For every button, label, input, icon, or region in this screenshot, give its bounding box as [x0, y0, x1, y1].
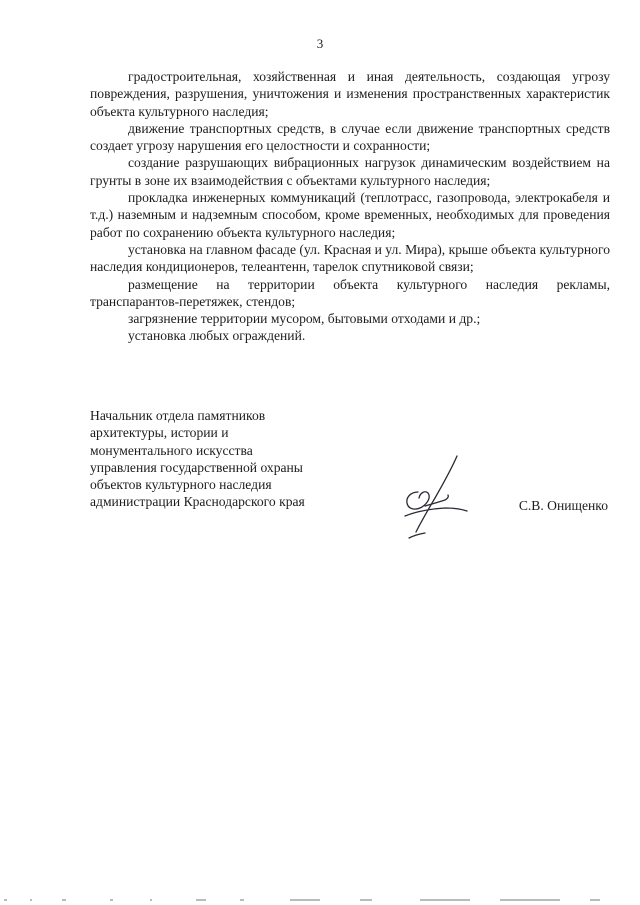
list-item: движение транспортных средств, в случае если движение транспортных средств создает угрозу нарушения его целостности и сохранности;: [90, 120, 610, 154]
position-line: Начальник отдела памятников: [90, 408, 266, 423]
list-item: прокладка инженерных коммуникаций (теплотрасс, газопровода, электрокабеля и т.д.) наземным и надземным способом, кроме временных, необходимых для проведения работ по сохранению объекта культурного наследия;: [90, 190, 610, 240]
scan-edge-marks: [0, 897, 640, 903]
signatory-name: С.В. Онищенко: [518, 498, 608, 513]
handwritten-signature: [395, 452, 475, 540]
signatory-position: [90, 407, 360, 511]
list-item: установка любых ограждений.: [128, 328, 306, 344]
list-item: установка на главном фасаде (ул. Красная и ул. Мира), крыше объекта культурного наследия кондиционеров, телеантенн, тарелок спутниковой связи;: [90, 241, 610, 275]
position-line: монументального искусства: [90, 442, 253, 458]
position-line: управления государственной охраны: [90, 459, 303, 475]
list-item: загрязнение территории мусором, бытовыми отходами и др.;: [128, 311, 481, 327]
page-number: 3: [316, 36, 324, 51]
position-line: объектов культурного наследия: [90, 477, 272, 493]
position-line: администрации Краснодарского края: [90, 494, 305, 510]
document-body: [90, 68, 610, 345]
position-line: архитектуры, истории и: [90, 425, 229, 441]
list-item: создание разрушающих вибрационных нагрузок динамическим воздействием на грунты в зоне их взаимодействия с объектами культурного наследия;: [90, 155, 610, 188]
list-item: градостроительная, хозяйственная и иная деятельность, создающая угрозу повреждения, разрушения, уничтожения и изменения пространственных характеристик объекта культурного наследия;: [90, 69, 610, 119]
list-item: размещение на территории объекта культурного наследия рекламы, транспарантов-перетяжек, стендов;: [90, 276, 610, 309]
